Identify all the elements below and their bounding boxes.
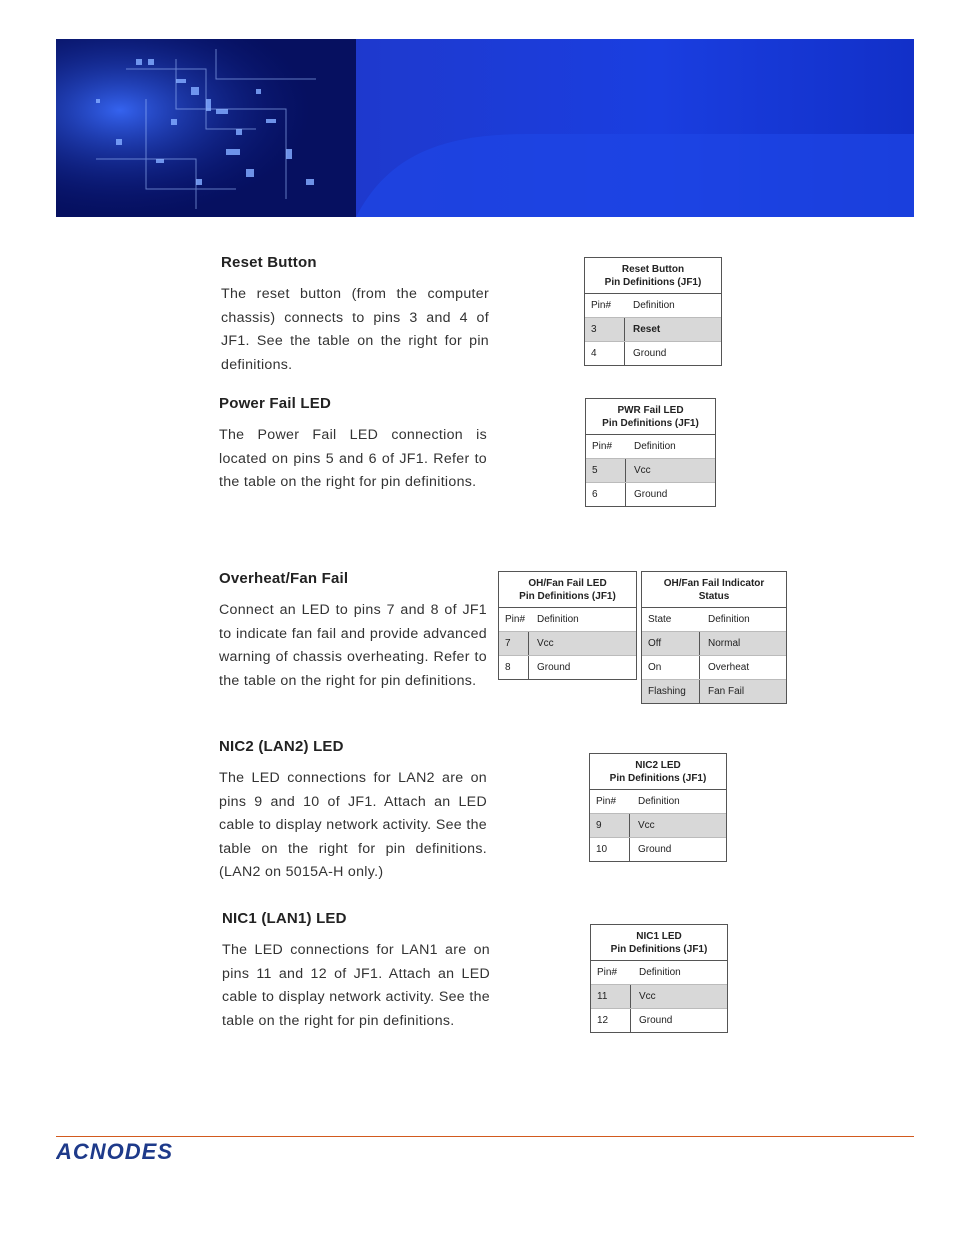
ohfan-status-table <box>641 571 787 704</box>
table-row: 5 Vcc <box>586 458 715 482</box>
section-body: The Power Fail LED connection is located on pins 5 and 6 of JF1. Refer to the table on the right for pin definitions. <box>219 427 487 490</box>
section-nic2-led <box>219 738 487 885</box>
table-row: 11 Vcc <box>591 984 727 1008</box>
section-reset-button <box>221 254 489 377</box>
header-banner <box>56 39 914 217</box>
table-caption: Reset Button Pin Definitions (JF1) <box>585 258 721 294</box>
nic1-pin-table <box>590 924 728 1033</box>
table-row: On Overheat <box>642 655 786 679</box>
table-row: Flashing Fan Fail <box>642 679 786 703</box>
table-header-row: Pin# Definition <box>591 300 675 311</box>
section-heading: Overheat/Fan Fail <box>219 570 349 587</box>
table-header-row: Pin# Definition <box>596 796 680 807</box>
pwr-fail-pin-table <box>585 398 716 507</box>
nic2-pin-table <box>589 753 727 862</box>
table-row: 4 Ground <box>585 341 721 365</box>
section-overheat-fan-fail <box>219 570 487 693</box>
section-body: The reset button (from the computer chassis) connects to pins 3 and 4 of JF1. See the table on the right for pin definitions. <box>221 286 489 373</box>
svg-text:ACNODES: ACNODES <box>56 1139 174 1164</box>
circuit-board-graphic <box>56 39 914 217</box>
table-caption: OH/Fan Fail Indicator Status <box>642 572 786 608</box>
table-row: 3 Reset <box>585 317 721 341</box>
section-heading: Reset Button <box>221 254 317 271</box>
table-row: 10 Ground <box>590 837 726 861</box>
section-heading: NIC1 (LAN1) LED <box>222 910 347 927</box>
acnodes-logo-icon <box>56 1138 216 1164</box>
table-header-row: State Definition <box>648 614 750 625</box>
section-heading: Power Fail LED <box>219 395 331 412</box>
table-caption: OH/Fan Fail LED Pin Definitions (JF1) <box>499 572 636 608</box>
table-caption: PWR Fail LED Pin Definitions (JF1) <box>586 399 715 435</box>
section-body: The LED connections for LAN2 are on pins 9 and 10 of JF1. Attach an LED cable to display network activity. See the table on the right for pin definitions. (LAN2 on 5015A-H only.) <box>219 770 487 880</box>
table-header-row: Pin# Definition <box>592 441 676 452</box>
ohfan-pin-table <box>498 571 637 680</box>
section-nic1-led <box>222 910 490 1033</box>
table-row: Off Normal <box>642 631 786 655</box>
table-row: 9 Vcc <box>590 813 726 837</box>
section-body: Connect an LED to pins 7 and 8 of JF1 to indicate fan fail and provide advanced warning of chassis overheating. Refer to the table on the right for pin definitions. <box>219 602 487 689</box>
table-row: 6 Ground <box>586 482 715 506</box>
footer-rule <box>56 1136 914 1137</box>
table-header-row: Pin# Definition <box>597 967 681 978</box>
table-caption: NIC2 LED Pin Definitions (JF1) <box>590 754 726 790</box>
table-row: 12 Ground <box>591 1008 727 1032</box>
section-heading: NIC2 (LAN2) LED <box>219 738 344 755</box>
acnodes-logo <box>56 1138 216 1169</box>
table-caption: NIC1 LED Pin Definitions (JF1) <box>591 925 727 961</box>
section-power-fail-led <box>219 395 487 495</box>
table-row: 7 Vcc <box>499 631 636 655</box>
table-row: 8 Ground <box>499 655 636 679</box>
reset-pin-table <box>584 257 722 366</box>
table-header-row: Pin# Definition <box>505 614 579 625</box>
section-body: The LED connections for LAN1 are on pins 11 and 12 of JF1. Attach an LED cable to display network activity. See the table on the right for pin definitions. <box>222 942 490 1029</box>
